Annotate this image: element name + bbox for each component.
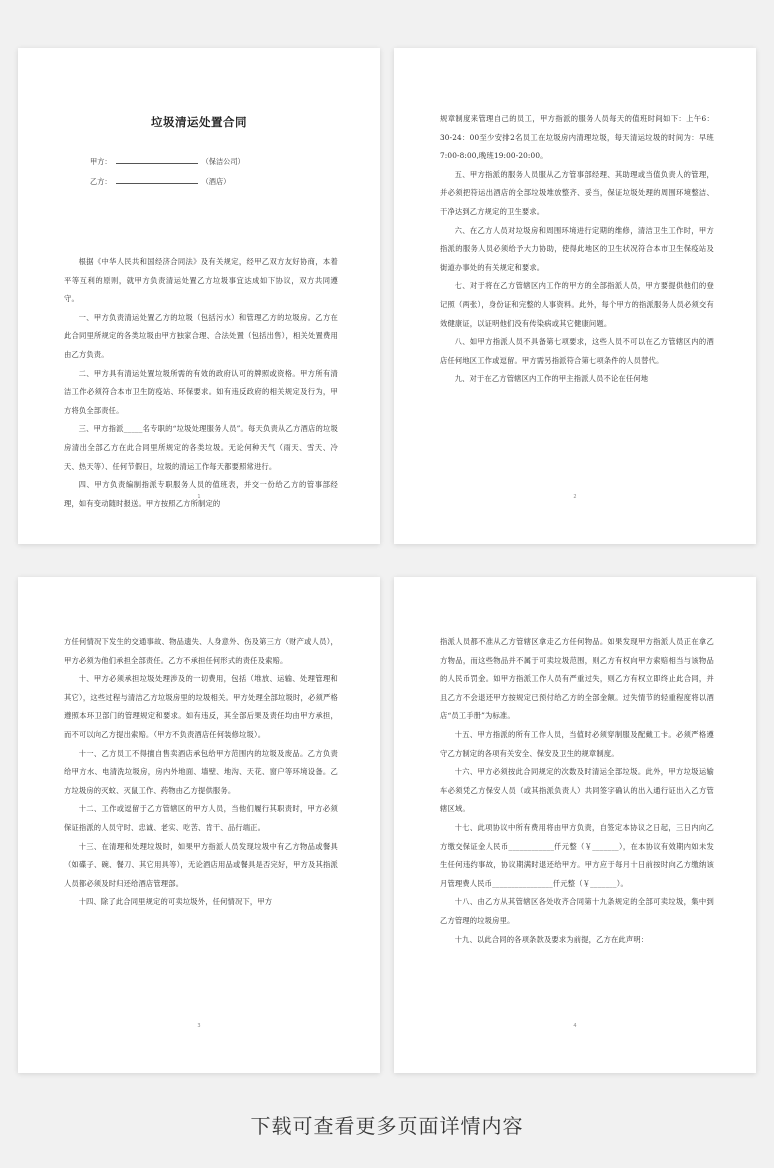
party-b-note: （酒店） (201, 177, 231, 186)
page-1-body (64, 253, 338, 513)
party-a-note: （保洁公司） (201, 157, 245, 166)
paragraph: 十七、此项协议中所有费用将由甲方负责，自签定本协议之日起，三日内向乙方缴交保证金人民币____________仟元整（￥_______），在本协议有效期内如未发生任何违约事故，协议期满时退还给甲方。甲方应于每月十日前按时向乙方缴纳该月管理费人民币________________仟元整（￥_______）。 (440, 822, 714, 888)
document-page-2 (394, 48, 756, 544)
paragraph: 十八、由乙方从其管辖区各处收齐合同第十九条规定的全部可卖垃圾，集中到乙方管理的垃圾房里。 (440, 897, 714, 925)
paragraph: 十三、在清理和处理垃圾时，如果甲方指派人员发现垃圾中有乙方物品或餐具（如碟子、碗、餐刀、其它用具等），无论酒店用品或餐具是否完好，甲方及其指派人员都必须及时归还给酒店管理部。 (64, 841, 338, 888)
document-page-1 (18, 48, 380, 544)
paragraph: 三、甲方指派_____名专职的“垃圾处理服务人员”。每天负责从乙方酒店的垃圾房清出全部乙方在此合同里所规定的各类垃圾。无论何种天气（雨天、雪天、冷天、热天等）、任何节假日，垃圾的清运工作每天都要照常进行。 (64, 424, 338, 471)
party-a-line (90, 152, 245, 172)
paragraph: 规章制度来管理自己的员工，甲方指派的服务人员每天的值班时间如下：上午6：30-24：00至少安排2名员工在垃圾房内清理垃圾，每天清运垃圾的时间为：早班7:00-8:00,晚班19:00-20:00。 (440, 114, 714, 161)
paragraph: 六、在乙方人员对垃圾房和周围环境进行定期的维修，清洁卫生工作时，甲方指派的服务人员必须给予大力协助，使得此地区的卫生状况符合本市卫生保疫站及街道办事处的有关规定和要求。 (440, 225, 714, 272)
paragraph: 十五、甲方指派的所有工作人员，当值时必须穿制服及配戴工卡。必须严格遵守乙方制定的各项有关安全、保安及卫生的规章制度。 (440, 729, 714, 758)
paragraph: 指派人员都不准从乙方管辖区拿走乙方任何物品。如果发现甲方指派人员正在拿乙方物品，而这些物品并不属于可卖垃圾范围，则乙方有权向甲方索赔相当与该物品的人民币罚金。如甲方指派工作人员有严重过失，则乙方有权立即终止此合同，并且乙方不会退还甲方按规定已预付给乙方的全部金额。过失情节的轻重程度将以酒店“员工手册”为标准。 (440, 637, 714, 721)
party-b-line (90, 172, 245, 192)
paragraph: 十、甲方必须承担垃圾处理涉及的一切费用，包括（堆放、运输、处理管理和其它），这些过程与清洁乙方垃圾房里的垃圾相关。甲方处理全部垃圾时，必须严格遵照本环卫部门的管理规定和要求。如有违反，其全部后果及责任均由甲方承担，而不可以向乙方提出索赔。（甲方不负责酒店任何装修垃圾）。 (64, 674, 338, 739)
paragraph: 十四、除了此合同里规定的可卖垃圾外，任何情况下，甲方 (78, 897, 273, 907)
paragraph: 十一、乙方员工不得擅自售卖酒店承包给甲方范围内的垃圾及废品。乙方负责给甲方水、电清洗垃圾房，房内外地面、墙壁、地沟、天花、窗户等环境设备。乙方垃圾房的灭蚊、灭鼠工作、药物由乙方提供服务。 (64, 748, 338, 795)
paragraph: 七、对于将在乙方管辖区内工作的甲方的全部指派人员，甲方要提供他们的登记照（两张），身份证和完整的人事资料。此外，每个甲方的指派服务人员必须交有效健康证，以证明他们没有传染病或其它健康问题。 (440, 281, 714, 328)
paragraph: 二、甲方具有清运处置垃圾所需的有效的政府认可的牌照或资格。甲方所有清洁工作必须符合本市卫生防疫站、环保要求。如有违反政府的相关规定及行为，甲方将负全部责任。 (64, 368, 338, 415)
document-page-3 (18, 577, 380, 1073)
page-3-body (64, 633, 338, 912)
page-number: 4 (573, 1023, 577, 1029)
paragraph: 方任何情况下发生的交通事故、物品遗失、人身意外、伤及第三方（财产或人员），甲方必须为他们承担全部责任。乙方不承担任何形式的责任及索赔。 (64, 637, 338, 665)
page-number: 2 (573, 494, 577, 500)
page-4-body (440, 633, 714, 949)
party-block (90, 152, 245, 192)
page-2-body (440, 110, 714, 389)
paragraph: 九、对于在乙方管辖区内工作的甲主指派人员不论在任何地 (454, 374, 649, 384)
download-more-caption[interactable]: 下载可查看更多页面详情内容 (250, 1114, 524, 1138)
contract-title: 垃圾清运处置合同 (151, 115, 247, 129)
page-number: 3 (197, 1023, 201, 1029)
party-b-blank (116, 175, 198, 184)
paragraph: 十九、以此合同的各项条款及要求为前提，乙方在此声明： (454, 934, 649, 944)
paragraph: 八、如甲方指派人员不具备第七项要求，这些人员不可以在乙方管辖区内的酒店任何地区工作或逗留。甲方需另指派符合第七项条件的人员替代。 (440, 337, 714, 365)
paragraph: 十二、工作或逗留于乙方管辖区的甲方人员，当他们履行其职责时，甲方必须保证指派的人员守时、忠诚、老实、吃苦、肯干、品行端正。 (64, 804, 338, 832)
page-number: 1 (197, 494, 201, 500)
paragraph: 根据《中华人民共和国经济合同法》及有关规定，经甲乙双方友好协商，本着平等互利的原则，就甲方负责清运处置乙方垃圾事宜达成如下协议，双方共同遵守。 (64, 257, 338, 304)
paragraph: 五、甲方指派的服务人员服从乙方管事部经理、其助理或当值负责人的管理，并必须把符运出酒店的全部垃圾堆放整齐、妥当，保证垃圾处理的周围环境整洁、干净达到乙方规定的卫生要求。 (440, 169, 714, 216)
document-page-4 (394, 577, 756, 1073)
party-a-blank (116, 155, 198, 164)
paragraph: 十六、甲方必须按此合同规定的次数及时清运全部垃圾。此外，甲方垃圾运输车必须凭乙方保安人员（或其指派负责人）共同签字确认的出入通行证出入乙方管辖区域。 (440, 767, 714, 814)
paragraph: 一、甲方负责清运处置乙方的垃圾（包括污水）和管理乙方的垃圾房。乙方在此合同里所规定的各类垃圾由甲方独家合理、合法处置（包括出售），相关处置费用由乙方负责。 (64, 312, 338, 359)
party-b-label: 乙方： (90, 177, 112, 186)
party-a-label: 甲方： (90, 157, 112, 166)
paragraph: 四、甲方负责编制指派专职服务人员的值班表，并交一份给乙方的管事部经理，如有变动随时报送。甲方按照乙方所制定的 (64, 480, 338, 508)
